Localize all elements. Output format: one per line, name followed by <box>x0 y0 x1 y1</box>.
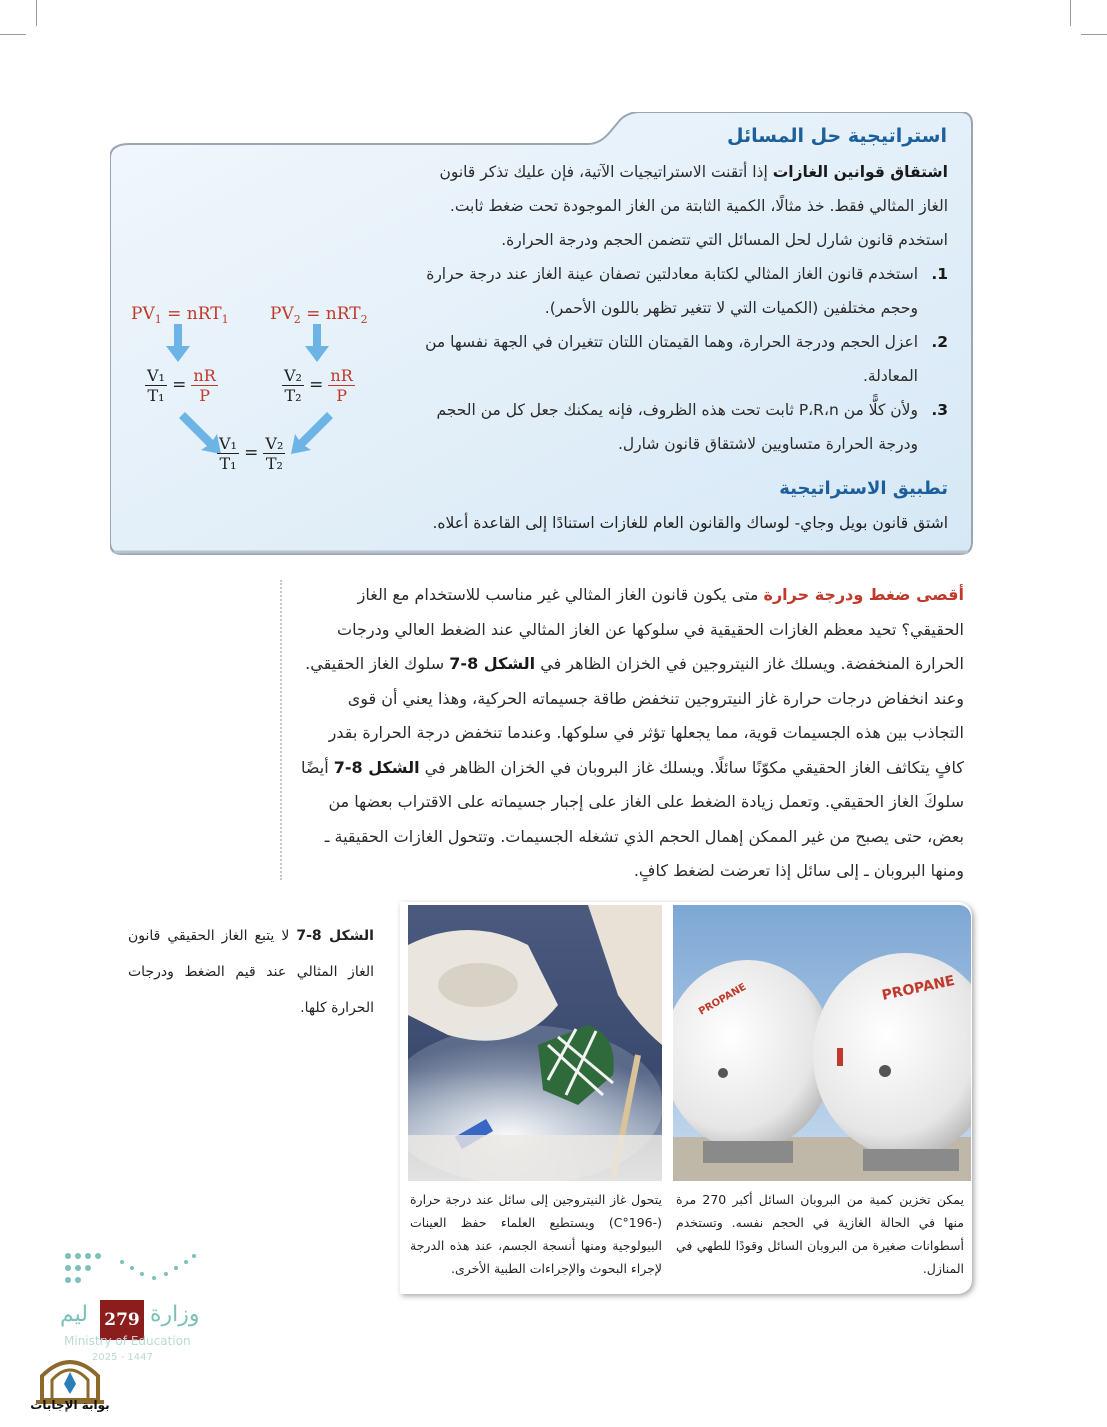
crop-mark <box>1070 0 1071 26</box>
step-number: 2. <box>931 333 948 351</box>
crop-mark <box>1081 34 1107 35</box>
step-number: 3. <box>931 401 948 419</box>
propane-tanks-photo <box>673 905 971 1181</box>
step-text: ولأن كلًّا من P،R،n ثابت تحت هذه الظروف، فإنه يمكنك جعل كل من الحجم ودرجة الحرارة متساويين لاشتقاق قانون شارل. <box>436 401 918 453</box>
strategy-lead: اشتقاق قوانين الغازات <box>772 163 948 181</box>
figure-reference[interactable]: الشكل 8-7 <box>333 757 420 777</box>
figure-caption-text: لا يتبع الغاز الحقيقي قانون الغاز المثالي عند قيم الضغط ودرجات الحرارة كلها. <box>128 928 374 1016</box>
ministry-name-ar: ليم <box>60 1302 88 1327</box>
strategy-step <box>412 257 948 325</box>
strategy-intro-text: إذا أتقنت الاستراتيجيات الآتية، فإن عليك تذكر قانون الغاز المثالي فقط. خذ مثالًا، الكمية الثابتة من الغاز الموجودة تحت ضغط ثابت. استخدم قانون شارل لحل المسائل التي تتضمن الحجم ودرجة الحرارة. <box>439 163 948 249</box>
equation-isolated-1: $\frac{\text{V₁}}{\text{T₁}}$ = $\frac{nR}{P}$ <box>147 366 216 405</box>
strategy-step <box>412 393 948 461</box>
ministry-name-ar: وزارة <box>150 1302 200 1327</box>
section-text: أقصى ضغط ودرجة حرارة متى يكون قانون الغاز المثالي غير مناسب للاستخدام مع الغاز الحقيقي؟ تحيد معظم الغازات الحقيقية في سلوكها عن الغاز المثالي عند الضغط العالي ودرجات الحرارة المنخفضة. ويسلك غاز النيتروجين في الخزان الظاهر في الشكل 8-7 سلوك الغاز الحقيقي. وعند انخفاض درجات حرارة غاز النيتروجين تنخفض طاقة جسيماته الحركية، وهذا يعني أن قوى التجاذب بين هذه الجسيمات قوية، مما يجعلها تؤثر في سلوكها. وعندما تنخفض درجة الحرارة بقدر كافٍ يتكاثف الغاز الحقيقي مكوّنًا سائلًا. ويسلك غاز البروبان في الخزان الظاهر في الشكل 8-7 أيضًا سلوكَ الغاز الحقيقي. وتعمل زيادة الضغط على الغاز على إجبار جسيماته على الاقتراب بعضها من بعض، حتى يصبح من غير الممكن إهمال الحجم الذي تشغله الجسيمات. وتتحول الغازات الحقيقية ـ ومنها البروبان ـ إلى سائل إذا تعرضت لضغط كافٍ. <box>300 585 964 880</box>
apply-section <box>412 468 948 540</box>
tank-label: PROPANE <box>697 981 749 1018</box>
liquid-nitrogen-photo <box>408 905 662 1181</box>
step-text: اعزل الحجم ودرجة الحرارة، وهما القيمتان اللتان تتغيران في الجهة نفسها من المعادلة. <box>425 333 918 385</box>
strategy-intro <box>412 155 948 257</box>
figure-label: الشكل 8-7 <box>296 928 374 944</box>
tank-label: PROPANE <box>880 972 957 1004</box>
equation-state-2: $PV_2 = nRT_2$ <box>270 304 368 327</box>
propane-caption: يمكن تخزين كمية من البروبان السائل أكبر 270 مرة منها في الحالة الغازية في الحجم نفسه. وتستخدم أسطوانات صغيرة من البروبان السائل وقودًا للطهي في المنازل. <box>676 1192 964 1276</box>
strategy-step <box>412 325 948 393</box>
section-heading: أقصى ضغط ودرجة حرارة <box>763 585 964 604</box>
figure-reference[interactable]: الشكل 8-7 <box>449 654 536 673</box>
ministry-name-en: Ministry of Education <box>64 1334 191 1348</box>
edition-year: 2025 - 1447 <box>92 1352 153 1363</box>
equation-state-1: $PV_1 = nRT_1$ <box>131 304 229 327</box>
crop-mark <box>0 34 26 35</box>
nitrogen-caption: يتحول غاز النيتروجين إلى سائل عند درجة حرارة (-196°C) ويستطيع العلماء حفظ العينات البيولوجية ومنها أنسجة الجسم، عند هذه الدرجة لإجراء البحوث والإجراءات الطبية الأخرى. <box>410 1192 662 1276</box>
strategy-title: استراتيجية حل المسائل <box>727 125 947 147</box>
strategy-body <box>412 155 948 461</box>
crop-mark <box>36 0 37 26</box>
step-text: استخدم قانون الغاز المثالي لكتابة معادلتين تصفان عينة الغاز عند درجة حرارة وحجم مختلفين (الكميات التي لا تتغير تظهر باللون الأحمر). <box>426 265 918 317</box>
apply-title: تطبيق الاستراتيجية <box>779 478 948 499</box>
figure-caption <box>128 918 374 1026</box>
page-number: 279 <box>100 1300 144 1340</box>
equation-charles-law: $\frac{\text{V₁}}{\text{T₁}}$ = $\frac{\text{V₂}}{\text{T₂}}$ <box>219 434 284 473</box>
answers-gateway-label[interactable]: بوابة الإجابات <box>30 1398 110 1412</box>
step-number: 1. <box>931 265 948 283</box>
ministry-logo-icon <box>62 1248 202 1298</box>
equation-isolated-2: $\frac{\text{V₂}}{\text{T₂}}$ = $\frac{nR}{P}$ <box>284 366 353 405</box>
equation-derivation <box>125 296 390 496</box>
margin-divider <box>280 580 282 880</box>
apply-text: اشتق قانون بويل وجاي- لوساك والقانون العام للغازات استنادًا إلى القاعدة أعلاه. <box>432 514 948 532</box>
